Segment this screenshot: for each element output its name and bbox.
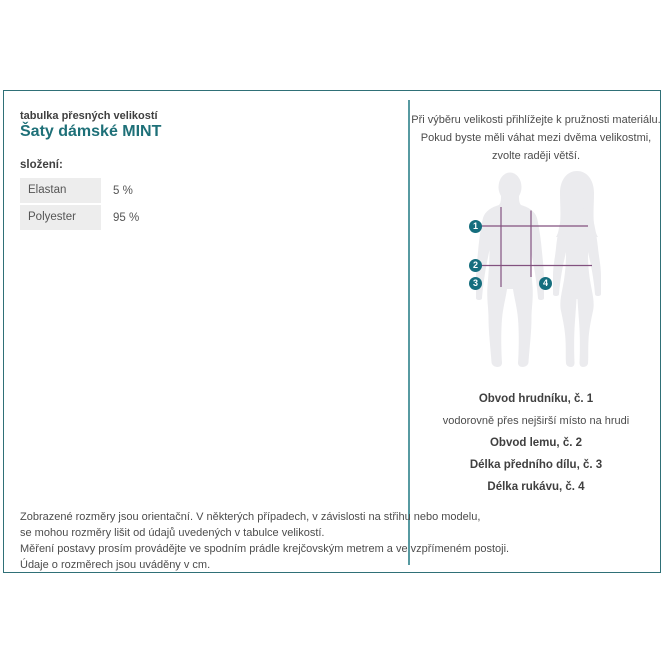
- composition-heading: složení:: [20, 159, 63, 171]
- sizing-advice-line: zvolte raději větší.: [491, 150, 581, 162]
- figures-illustration: [452, 168, 652, 383]
- disclaimer-line: Zobrazené rozměry jsou orientační. V některých případech, v závislosti na střihu nebo modelu,: [20, 511, 481, 523]
- male-silhouette: [476, 173, 544, 368]
- measurement-label: Délka rukávu, č. 4: [487, 481, 585, 493]
- disclaimer-line: se mohou rozměry lišit od údajů uvedených v tabulce velikostí.: [20, 527, 325, 539]
- measurement-badge-3: 3: [469, 277, 482, 290]
- measurement-legend: [410, 391, 662, 501]
- sizing-advice-line: Pokud byste měli váhat mezi dvěma velikostmi,: [420, 132, 652, 144]
- table-caption: tabulka přesných velikostí: [20, 110, 158, 122]
- composition-row: [20, 205, 139, 230]
- material-percent: 95 %: [113, 211, 140, 224]
- disclaimer-line: Údaje o rozměrech jsou uváděny v cm.: [20, 559, 211, 571]
- measurement-note: vodorovně přes nejširší místo na hrudi: [442, 415, 630, 427]
- female-silhouette: [553, 171, 601, 367]
- composition-row: [20, 178, 139, 203]
- measurement-label: Délka předního dílu, č. 3: [469, 459, 603, 471]
- measurement-label: Obvod hrudníku, č. 1: [478, 393, 594, 405]
- measurement-badge-4: 4: [539, 277, 552, 290]
- material-name: Elastan: [20, 178, 101, 203]
- sizing-advice-text: [410, 111, 662, 165]
- sizing-advice-line: Při výběru velikosti přihlížejte k pružnosti materiálu.: [411, 114, 661, 126]
- disclaimer-line: Měření postavy prosím provádějte ve spodním prádle krejčovským metrem a ve vzpřímeném postoji.: [20, 543, 510, 555]
- disclaimer-text: [20, 509, 509, 573]
- measurement-badge-1: 1: [469, 220, 482, 233]
- body-measurement-diagram: [452, 168, 652, 383]
- material-percent: 5 %: [113, 184, 133, 197]
- measurement-label: Obvod lemu, č. 2: [489, 437, 583, 449]
- composition-table: [20, 178, 139, 232]
- product-title: Šaty dámské MINT: [20, 123, 162, 140]
- measurement-badge-2: 2: [469, 259, 482, 272]
- material-name: Polyester: [20, 205, 101, 230]
